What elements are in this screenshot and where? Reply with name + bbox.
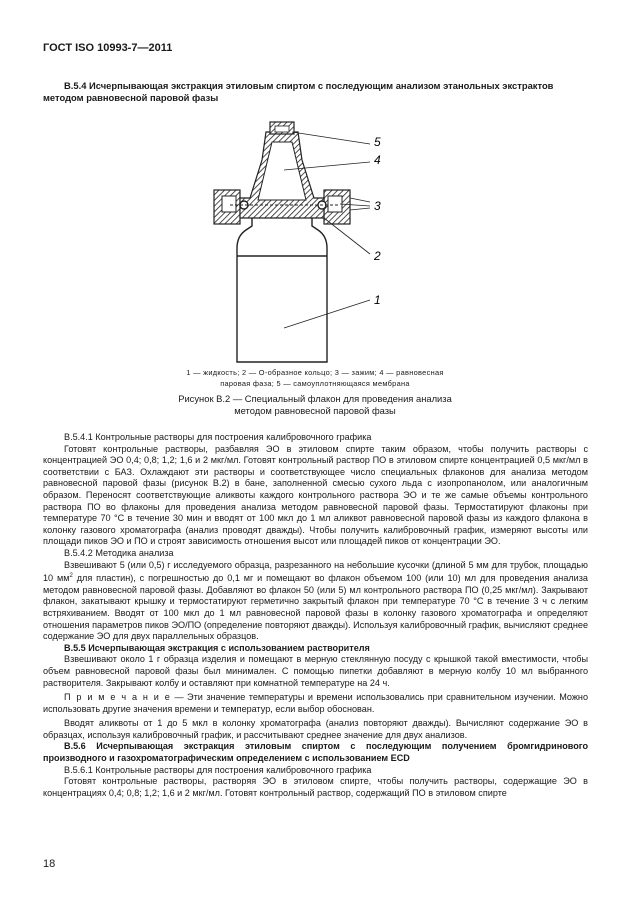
callout-1: 1 [374,293,381,307]
subsection-b561-heading: B.5.6.1 Контрольные растворы для построения калибровочного графика [64,764,372,775]
callout-4: 4 [374,153,381,167]
section-b54-title-line2: методом равновесной паровой фазы [43,92,219,103]
document-header: ГОСТ ISO 10993-7—2011 [43,42,173,54]
figure-caption [150,393,480,417]
self-sealing-membrane [270,122,294,134]
paragraph-analysis-part1: Взвешивают 5 (или 0,5) г исследуемого образца, разрезанного на небольшие кусочки (длиной 5 мм для трубок, площадью 10 мм [43,559,588,584]
figure-caption-line2: методом равновесной паровой фазы [234,405,396,416]
page-number: 18 [43,858,56,870]
paragraph-analysis-method [43,560,588,643]
figure-legend [95,367,535,389]
note-paragraph [43,692,588,715]
figure-legend-line2: паровая фаза; 5 — самоуплотняющаяся мембрана [220,379,410,388]
section-b56-title: B.5.6 Исчерпывающая экстракция этиловым спиртом с последующим получением бромгидринового производного и газохроматографическим определением с использованием ECD [43,741,588,764]
subsection-b542-heading: B.5.4.2 Методика анализа [64,547,174,558]
paragraph-aliquot-injection: Вводят аликвоты от 1 до 5 мкл в колонку хроматографа (анализ повторяют дважды). Вычисляют содержание ЭО в образцах, используя калибровочный график, и рассчитывают среднее значение для двух анализов. [43,718,588,740]
paragraph-b561-solutions: Готовят контрольные растворы, растворяя ЭО в этиловом спирте, чтобы получить растворы, содержащие ЭО в концентрациях 0,4; 0,8; 1,2; 1,6 и 2 мкг/мл. Готовят контрольный раствор, содержащий ПО в этиловом спирте [43,776,588,798]
section-b55-title: B.5.5 Исчерпывающая экстракция с использованием растворителя [64,642,370,653]
subsection-b541-heading: B.5.4.1 Контрольные растворы для построения калибровочного графика [64,432,372,442]
section-b54-title [43,80,588,104]
area-unit-superscript: 2 [69,573,73,580]
vial-body [237,214,327,362]
paragraph-analysis-part2: для пластин), с погрешностью до 0,1 мг и помещают во флакон объемом 100 (или 10) мл для проведения анализа методом равновесной паровой фазы. Добавляют во флакон 50 (или 5) мл контрольного раствора ПО (0,25 мкг/мл). Закрывают флакон, закатывают крышку и термостатируют герметично закрытый флакон при температуре 70 °С в течение 3 ч с легким встряхиванием. Вводят от 100 мкл до 1 мл равновесной паровой фазы в колонку газового хроматографа и определяют отношения параметров пиков ЭО/ПО (определение повторяют дважды). Используя калибровочный график, вычисляют среднее содержание ЭО для двух параллельных образцов. [43,573,588,642]
callout-5: 5 [374,135,381,149]
note-text: — Эти значение температуры и времени использовались при сравнительном изучении. Можно использовать другие значения времени и температур, если выбор обоснован. [43,692,588,714]
section-b54-title-line1: B.5.4 Исчерпывающая экстракция этиловым спиртом с последующим анализом этанольных экстрактов [64,80,554,91]
body-text [43,432,588,799]
paragraph-calibration-solutions: Готовят контрольные растворы, разбавляя ЭО в этиловом спирте таким образом, чтобы получить растворы с концентрацией ЭО 0,4; 0,8; 1,2; 1,6 и 2 мкг/мл. Готовят контрольный раствор ПО в этиловом спирте концентрацией 0,5 мкг/мл в соответствии с БАЗ. Охлаждают эти растворы и соответствующее число специальных флаконов для анализа методом равновесной паровой фазы (рисунок В.2) в бане, заполненной смесью сухого льда с изопропанолом, или аналогичным образом. Переносят соответствующие аликвоты каждого контрольного раствора ЭО и те же самые объемы контрольного раствора ПО во флаконы для проведения анализа методом равновесной паровой фазы. Термостатируют флаконы при температуре 70 °С в течение 30 мин и вводят от 100 мкл до 1 мл аликвот равновесной паровой фазы из каждого флакона в колонку газового хроматографа (анализ проводят дважды). Чтобы получить калибровочный график, измеряют высоты или площади пиков ЭО и ПО и строят зависимость отношения высот или площадей пиков от концентрации ЭО. [43,443,588,547]
note-label: П р и м е ч а н и е [64,692,172,703]
callout-2: 2 [374,249,381,263]
headspace-vial-figure [200,118,400,368]
paragraph-solvent-extraction: Взвешивают около 1 г образца изделия и помещают в мерную стеклянную посуду с крышкой такой вместимости, чтобы объем равновесной паровой фазы был минимален. С помощью пипетки добавляют в мерную колбу 10 мл выбранного растворителя. Закрывают колбу и оставляют при комнатной температуре на 24 ч. [43,654,588,688]
figure-legend-line1: 1 — жидкость; 2 — O-образное кольцо; 3 — зажим; 4 — равновесная [186,368,444,377]
figure-caption-line1: Рисунок В.2 — Специальный флакон для проведения анализа [178,393,452,404]
callout-3: 3 [374,199,381,213]
